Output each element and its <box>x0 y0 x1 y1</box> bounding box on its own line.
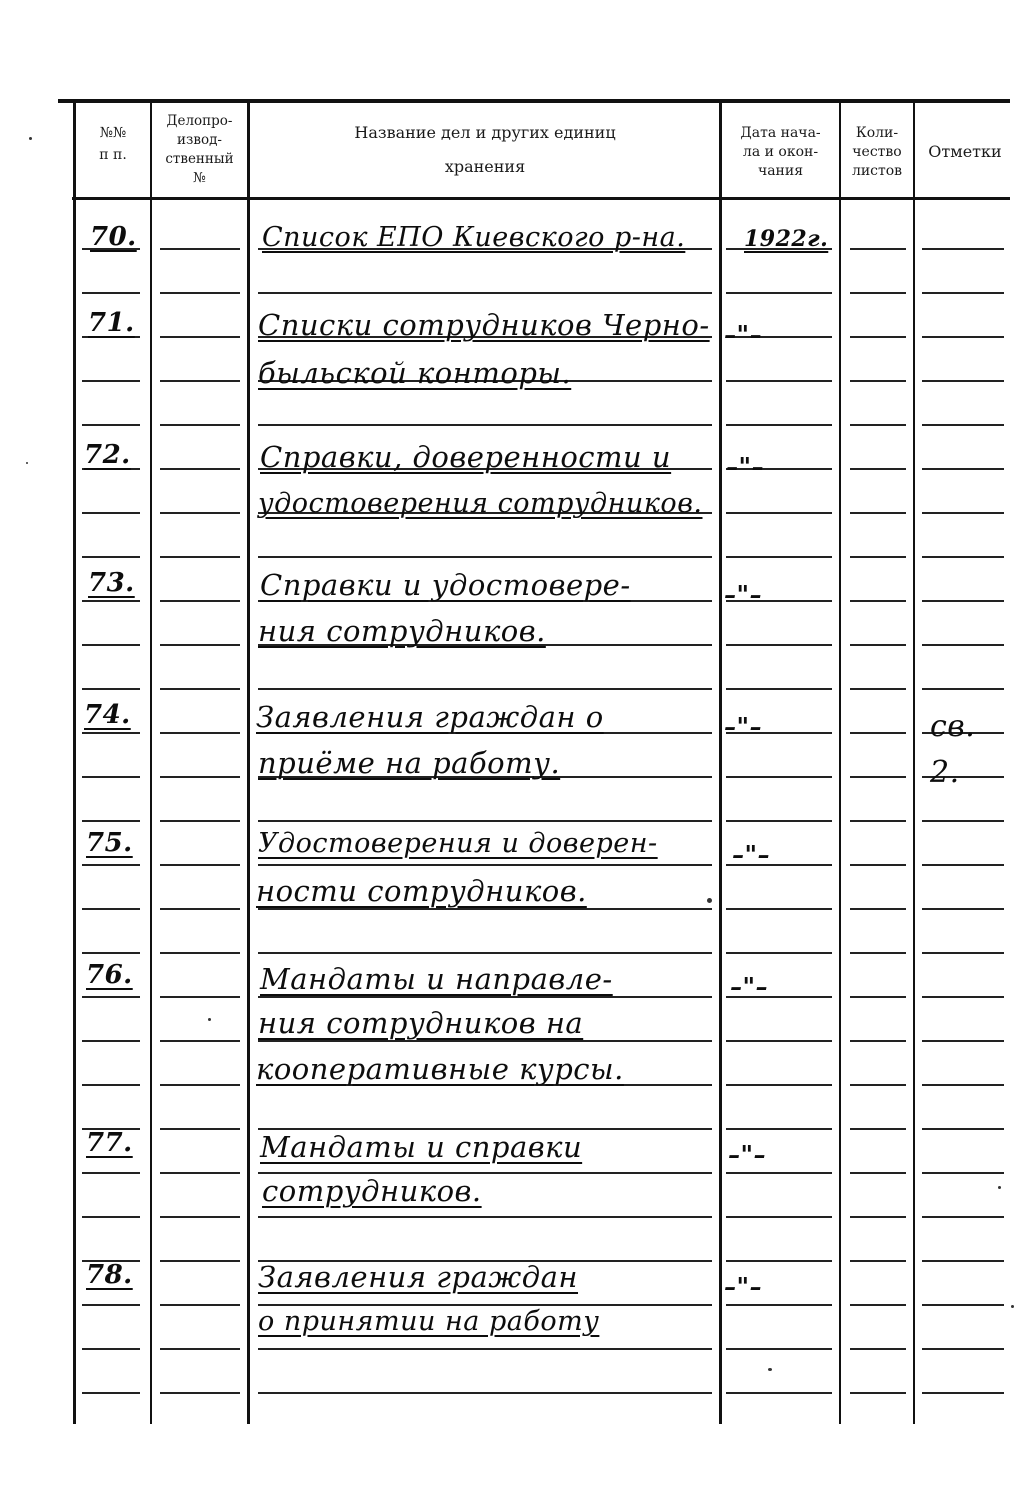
scan-speck <box>29 137 32 140</box>
ruled-line <box>160 1216 240 1218</box>
ruled-line <box>726 380 832 382</box>
row-title-line: ности сотрудников. <box>256 874 587 908</box>
ruled-line <box>160 600 240 602</box>
ruled-line <box>160 820 240 822</box>
ruled-line <box>258 820 712 822</box>
ruled-line <box>160 864 240 866</box>
ruled-line <box>922 1260 1004 1262</box>
ruled-line <box>850 644 906 646</box>
header-notes: Отметки <box>928 142 1002 161</box>
ruled-line <box>850 1216 906 1218</box>
ruled-line <box>850 820 906 822</box>
ruled-line <box>726 424 832 426</box>
ruled-line <box>160 336 240 338</box>
ruled-line <box>922 292 1004 294</box>
ruled-line <box>160 380 240 382</box>
ruled-line <box>82 292 140 294</box>
ruled-line <box>82 776 140 778</box>
ruled-line <box>258 1216 712 1218</box>
ruled-line <box>726 1040 832 1042</box>
ruled-line <box>922 248 1004 250</box>
ruled-line <box>160 292 240 294</box>
ruled-line <box>160 1128 240 1130</box>
ruled-line <box>922 1172 1004 1174</box>
ruled-line <box>922 336 1004 338</box>
ruled-line <box>82 1084 140 1086</box>
row-title-line: удостоверения сотрудников. <box>258 488 703 519</box>
ruled-line <box>726 1172 832 1174</box>
ruled-line <box>258 1040 712 1042</box>
row-number: 72. <box>84 440 131 470</box>
ruled-line <box>850 1128 906 1130</box>
column-divider-4 <box>719 102 722 1424</box>
ruled-line <box>922 1128 1004 1130</box>
ruled-line <box>160 468 240 470</box>
ruled-line <box>850 688 906 690</box>
ruled-line <box>922 1216 1004 1218</box>
ruled-line <box>160 1304 240 1306</box>
ruled-line <box>726 1128 832 1130</box>
ruled-line <box>726 908 832 910</box>
ruled-line <box>726 1084 832 1086</box>
ruled-line <box>258 1348 712 1350</box>
ruled-line <box>850 732 906 734</box>
ruled-line <box>922 468 1004 470</box>
row-title-line: Справки и удостовере- <box>260 568 631 602</box>
ruled-line <box>850 1084 906 1086</box>
ruled-line <box>82 732 140 734</box>
header-dates: Дата нача- ла и окон- чания <box>740 125 821 179</box>
row-title-line: быльской конторы. <box>258 356 572 390</box>
ruled-line <box>82 996 140 998</box>
row-number: 76. <box>86 960 133 990</box>
ruled-line <box>850 468 906 470</box>
header-title: Название дел и других единиц хранения <box>354 123 616 176</box>
ruled-line <box>850 952 906 954</box>
ruled-line <box>922 908 1004 910</box>
ruled-line <box>726 688 832 690</box>
ruled-line <box>726 952 832 954</box>
ruled-line <box>160 1172 240 1174</box>
ruled-line <box>160 776 240 778</box>
ruled-line <box>160 512 240 514</box>
ruled-line <box>258 424 712 426</box>
ruled-line <box>922 380 1004 382</box>
ruled-line <box>258 908 712 910</box>
ruled-line <box>850 380 906 382</box>
row-title-line: сотрудников. <box>262 1174 482 1208</box>
ruled-line <box>82 952 140 954</box>
ruled-line <box>726 644 832 646</box>
ruled-line <box>726 512 832 514</box>
header-top-rule <box>58 99 1010 103</box>
row-date-ditto: –"– <box>724 580 763 609</box>
ruled-line <box>82 1216 140 1218</box>
ruled-line <box>726 1392 832 1394</box>
row-date-ditto: –"– <box>732 840 771 869</box>
ruled-line <box>850 1348 906 1350</box>
ruled-line <box>922 820 1004 822</box>
ruled-line <box>82 1304 140 1306</box>
ruled-line <box>82 556 140 558</box>
ruled-line <box>726 292 832 294</box>
ruled-line <box>82 820 140 822</box>
row-title-line: Список ЕПО Киевского р-на. <box>262 222 686 253</box>
scan-speck <box>707 898 712 903</box>
row-number: 71. <box>88 308 135 338</box>
ruled-line <box>922 688 1004 690</box>
row-title-line: Мандаты и направле- <box>260 962 613 996</box>
ruled-line <box>160 688 240 690</box>
ruled-line <box>850 864 906 866</box>
row-note: св. 2. <box>930 709 976 790</box>
row-title-line: о принятии на работу <box>258 1306 600 1337</box>
ruled-line <box>82 424 140 426</box>
column-divider-5 <box>839 102 841 1424</box>
ruled-line <box>726 556 832 558</box>
ruled-line <box>922 644 1004 646</box>
ruled-line <box>726 1260 832 1262</box>
row-title-line: Списки сотрудников Черно- <box>258 308 710 342</box>
ruled-line <box>160 1392 240 1394</box>
ruled-line <box>82 908 140 910</box>
row-title-line: Удостоверения и доверен- <box>258 828 658 859</box>
ruled-line <box>160 996 240 998</box>
scan-speck <box>26 462 28 464</box>
ruled-line <box>82 688 140 690</box>
ruled-line <box>850 336 906 338</box>
ruled-line <box>850 1260 906 1262</box>
ruled-line <box>160 908 240 910</box>
ruled-line <box>258 292 712 294</box>
column-divider-6 <box>913 102 915 1424</box>
row-date-ditto: –"– <box>728 1140 767 1169</box>
ruled-line <box>160 732 240 734</box>
scan-speck <box>768 1368 772 1371</box>
row-title-line: Заявления граждан о <box>256 700 604 734</box>
row-title-line: ния сотрудников на <box>258 1006 584 1040</box>
ruled-line <box>922 1392 1004 1394</box>
ruled-line <box>160 248 240 250</box>
ruled-line <box>258 688 712 690</box>
ruled-line <box>82 380 140 382</box>
row-date-ditto: –"– <box>724 712 763 741</box>
ruled-line <box>922 864 1004 866</box>
row-title-line: Справки, доверенности и <box>260 440 672 474</box>
ruled-line <box>850 424 906 426</box>
row-number: 77. <box>86 1128 133 1158</box>
scan-speck <box>208 1018 211 1021</box>
row-number: 75. <box>86 828 133 858</box>
row-number: 74. <box>84 700 131 730</box>
header-office-number: Делопро- извод- ственный № <box>165 113 234 186</box>
ruled-line <box>258 996 712 998</box>
scan-speck <box>1011 1305 1014 1308</box>
ruled-line <box>160 1260 240 1262</box>
row-title-line: ния сотрудников. <box>258 614 546 648</box>
ruled-line <box>726 776 832 778</box>
ruled-line <box>922 600 1004 602</box>
row-title-line: кооперативные курсы. <box>256 1052 624 1086</box>
row-title-line: Мандаты и справки <box>260 1130 583 1164</box>
row-date-ditto: –"– <box>724 320 763 349</box>
ruled-line <box>850 908 906 910</box>
row-date-ditto: –"– <box>726 452 765 481</box>
header-number: №№ п п. <box>99 125 127 163</box>
ruled-line <box>922 424 1004 426</box>
ruled-line <box>258 864 712 866</box>
row-date-ditto: –"– <box>730 972 769 1001</box>
row-title-line: Заявления граждан <box>258 1260 579 1294</box>
ruled-line <box>922 952 1004 954</box>
ruled-line <box>160 424 240 426</box>
row-number: 73. <box>88 568 135 598</box>
ruled-line <box>726 1348 832 1350</box>
ruled-line <box>726 1216 832 1218</box>
ruled-line <box>82 600 140 602</box>
ruled-line <box>850 292 906 294</box>
ruled-line <box>160 556 240 558</box>
column-divider-2 <box>150 102 152 1424</box>
ruled-line <box>922 556 1004 558</box>
ruled-line <box>160 644 240 646</box>
ruled-line <box>82 1348 140 1350</box>
ruled-line <box>82 864 140 866</box>
ruled-line <box>850 556 906 558</box>
ruled-line <box>160 1084 240 1086</box>
ruled-line <box>850 1172 906 1174</box>
ruled-line <box>922 1040 1004 1042</box>
ruled-line <box>160 1040 240 1042</box>
ruled-line <box>850 1392 906 1394</box>
row-date-ditto: –"– <box>724 1272 763 1301</box>
ruled-line <box>922 1304 1004 1306</box>
ruled-line <box>726 1304 832 1306</box>
scan-speck <box>998 1186 1001 1189</box>
ruled-line <box>850 248 906 250</box>
ruled-line <box>726 820 832 822</box>
row-date: 1922г. <box>744 226 829 252</box>
column-divider-3 <box>247 102 250 1424</box>
ruled-line <box>160 1348 240 1350</box>
row-number: 70. <box>90 222 137 252</box>
ruled-line <box>258 952 712 954</box>
ruled-line <box>258 1392 712 1394</box>
ruled-line <box>850 512 906 514</box>
ruled-line <box>850 776 906 778</box>
ruled-line <box>82 1172 140 1174</box>
ruled-line <box>82 1040 140 1042</box>
ruled-line <box>82 512 140 514</box>
column-divider-1 <box>73 102 76 1424</box>
ruled-line <box>850 996 906 998</box>
ruled-line <box>850 600 906 602</box>
ruled-line <box>850 1040 906 1042</box>
ruled-line <box>922 996 1004 998</box>
header-bottom-rule <box>72 197 1010 200</box>
ruled-line <box>922 512 1004 514</box>
header-sheets: Коли- чество листов <box>851 125 903 179</box>
row-title-line: приёме на работу. <box>258 746 561 780</box>
ruled-line <box>850 1304 906 1306</box>
ruled-line <box>922 1348 1004 1350</box>
ruled-line <box>922 1084 1004 1086</box>
ruled-line <box>160 952 240 954</box>
ruled-line <box>82 644 140 646</box>
ruled-line <box>82 1392 140 1394</box>
ruled-line <box>258 556 712 558</box>
row-number: 78. <box>86 1260 133 1290</box>
